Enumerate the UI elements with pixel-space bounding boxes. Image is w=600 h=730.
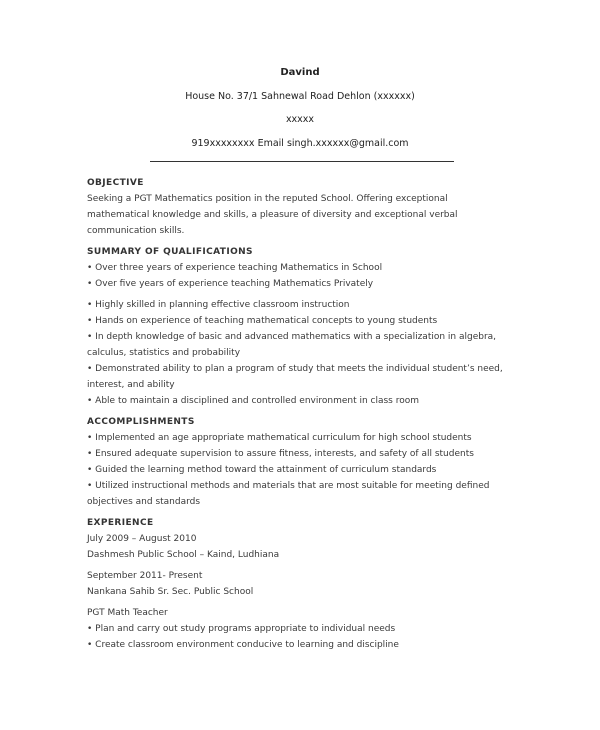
job-title: PGT Math Teacher (87, 608, 168, 618)
objective-line: communication skills. (87, 226, 185, 236)
accomplishment-item: • Ensured adequate supervision to assure fitness, interests, and safety of all students (87, 449, 474, 459)
accomplishment-item: objectives and standards (87, 497, 201, 507)
objective-section (87, 191, 527, 239)
city: xxxxx (285, 114, 315, 125)
experience-section (87, 531, 527, 653)
job-employer: Dashmesh Public School – Kaind, Ludhiana (87, 550, 280, 560)
candidate-name: Davind (280, 67, 320, 78)
summary-item: • Over three years of experience teaching Mathematics in School (87, 263, 383, 273)
job-dates: September 2011- Present (87, 571, 203, 581)
resume-body (87, 175, 527, 653)
summary-item: calculus, statistics and probability (87, 348, 241, 358)
summary-item: • Over five years of experience teaching Mathematics Privately (87, 279, 374, 289)
objective-line: mathematical knowledge and skills, a pleasure of diversity and exceptional verbal (87, 210, 458, 220)
summary-item: • Highly skilled in planning effective classroom instruction (87, 300, 350, 310)
objective-heading: OBJECTIVE (87, 178, 144, 188)
summary-section (87, 260, 527, 409)
accomplishments-heading: ACCOMPLISHMENTS (87, 417, 195, 427)
address: House No. 37/1 Sahnewal Road Dehlon (xxxxxx) (185, 91, 415, 102)
summary-heading: SUMMARY OF QUALIFICATIONS (87, 247, 253, 257)
summary-item: • Able to maintain a disciplined and controlled environment in class room (87, 396, 420, 406)
job-duty: • Create classroom environment conducive to learning and discipline (87, 640, 399, 650)
accomplishment-item: • Guided the learning method toward the attainment of curriculum standards (87, 465, 437, 475)
job-dates: July 2009 – August 2010 (87, 534, 197, 544)
accomplishments-section (87, 430, 527, 510)
job-duty: • Plan and carry out study programs appropriate to individual needs (87, 624, 396, 634)
summary-item: • Demonstrated ability to plan a program of study that meets the individual student’s need, (87, 364, 503, 374)
header-divider (150, 161, 454, 162)
summary-item: • In depth knowledge of basic and advanced mathematics with a specialization in algebra, (87, 332, 497, 342)
summary-item: • Hands on experience of teaching mathematical concepts to young students (87, 316, 438, 326)
contact-line: 919xxxxxxxx Email singh.xxxxxx@gmail.com (191, 138, 409, 149)
objective-line: Seeking a PGT Mathematics position in the reputed School. Offering exceptional (87, 194, 448, 204)
accomplishment-item: • Implemented an age appropriate mathematical curriculum for high school students (87, 433, 472, 443)
accomplishment-item: • Utilized instructional methods and materials that are most suitable for meeting defined (87, 481, 490, 491)
experience-heading: EXPERIENCE (87, 518, 154, 528)
summary-item: interest, and ability (87, 380, 175, 390)
job-employer: Nankana Sahib Sr. Sec. Public School (87, 587, 254, 597)
